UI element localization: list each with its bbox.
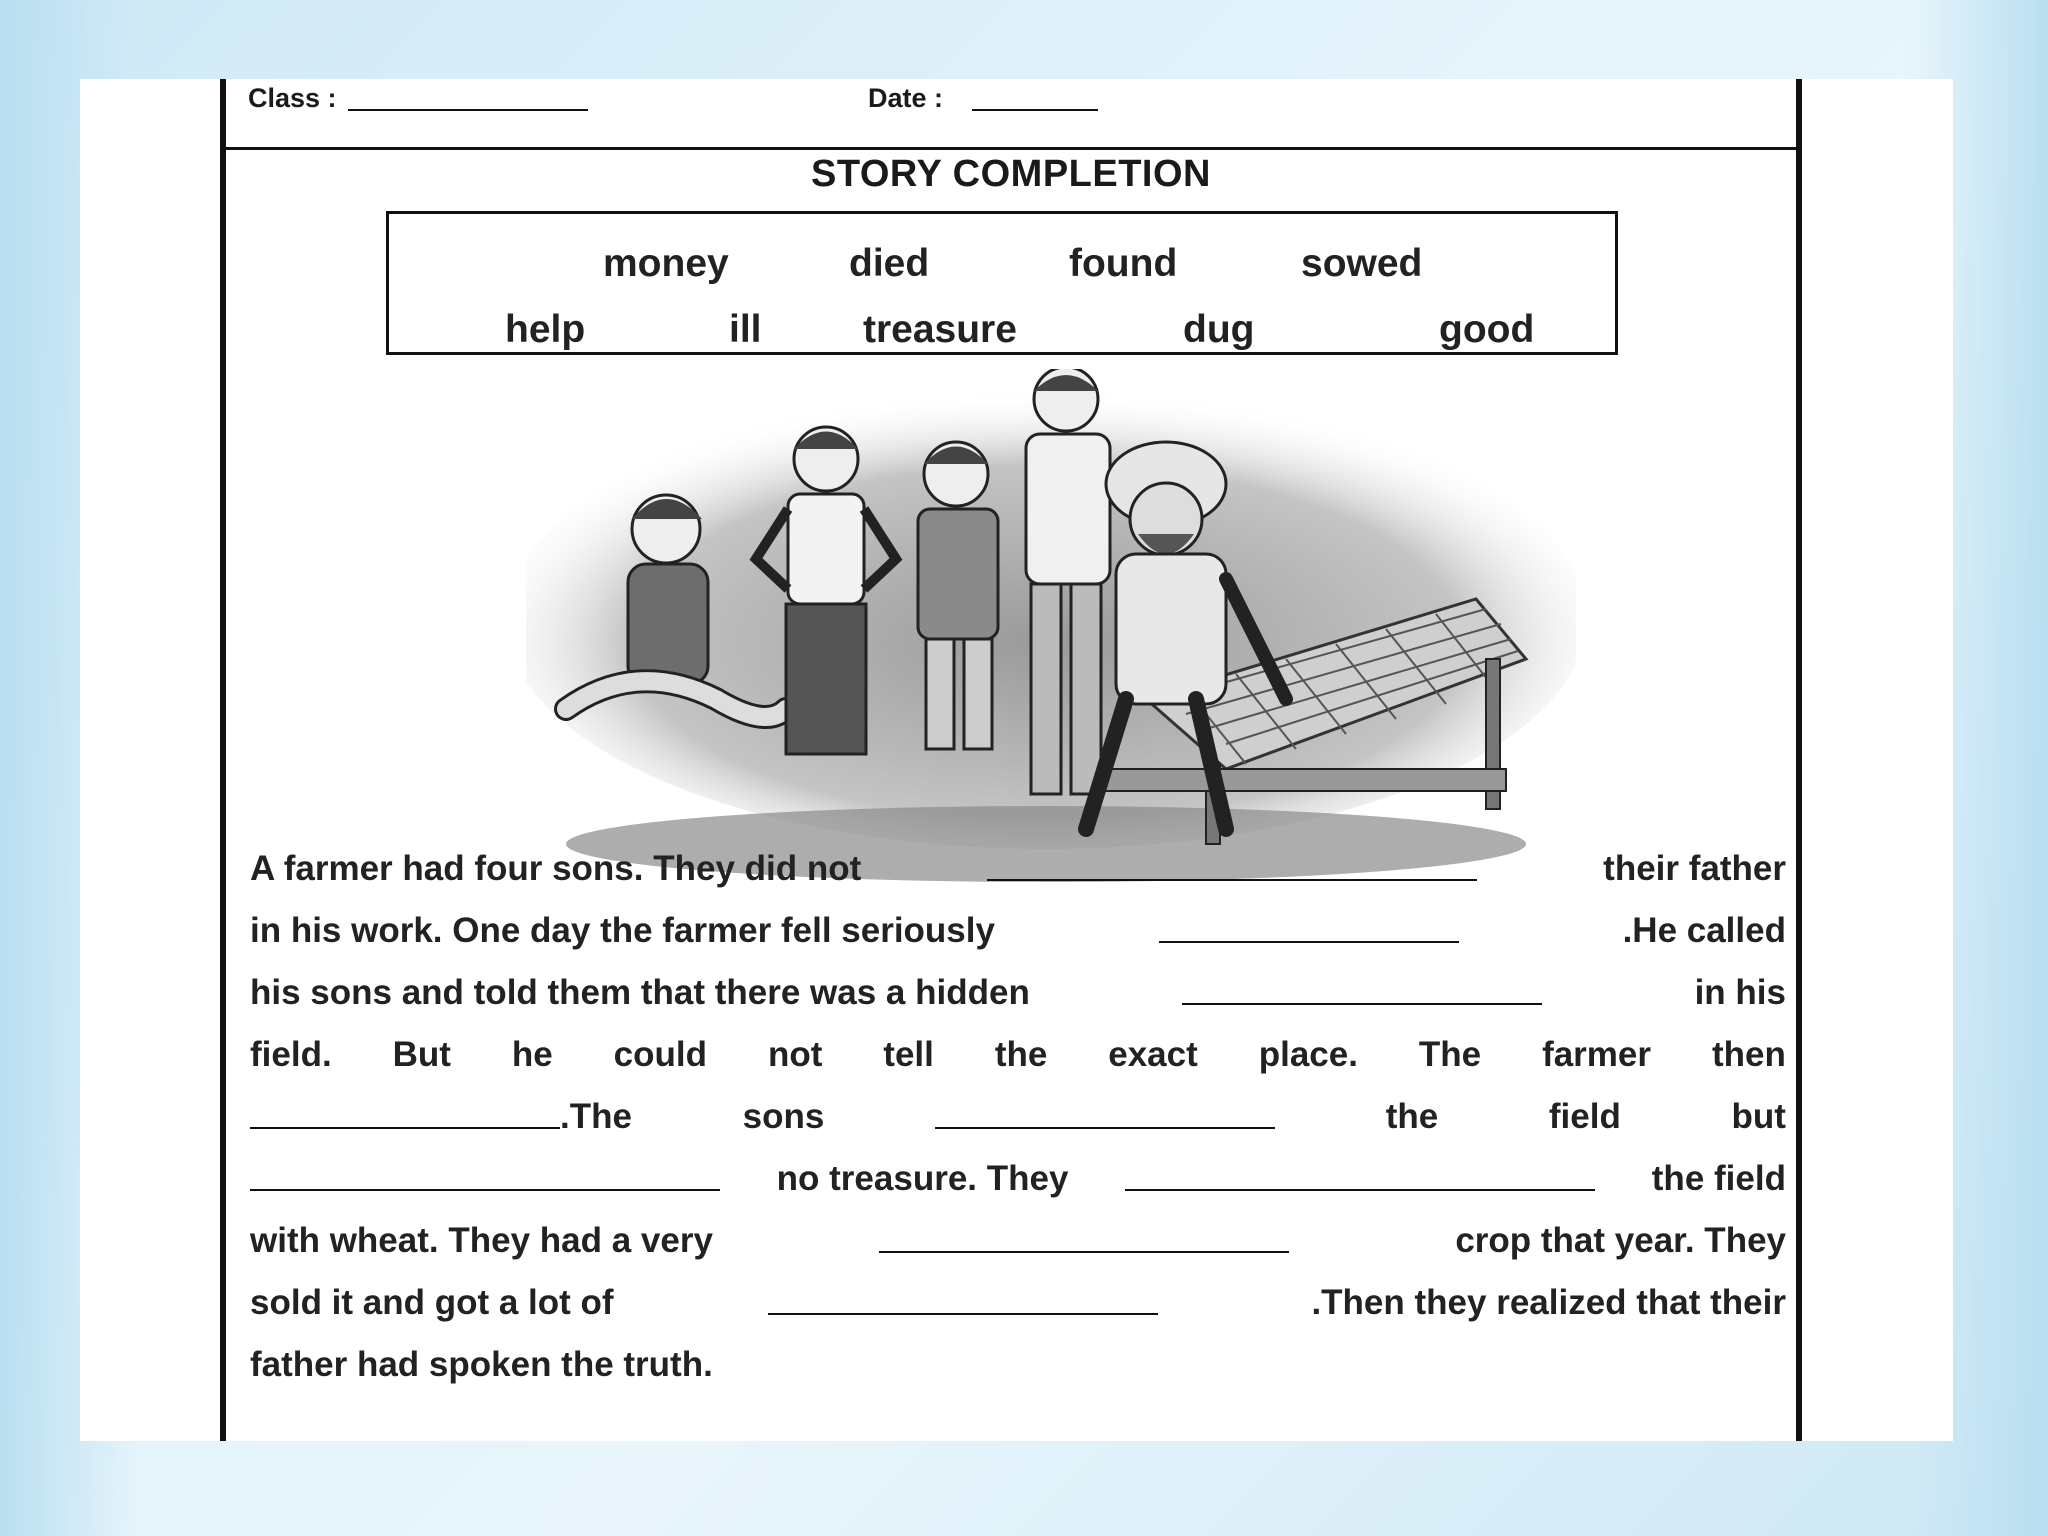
- date-label: Date :: [868, 83, 944, 113]
- word-bank-item: died: [849, 242, 930, 285]
- story-text: with wheat. They had a very: [250, 1221, 713, 1260]
- word-bank-item: treasure: [863, 308, 1017, 351]
- worksheet-header: [244, 79, 1784, 149]
- word-bank-item: dug: [1183, 308, 1255, 351]
- story-text: the: [994, 1035, 1048, 1074]
- word-bank-item: help: [505, 308, 586, 351]
- story-line: [250, 1015, 1786, 1075]
- story-line: [250, 829, 1786, 889]
- story-text: their father: [1603, 849, 1786, 888]
- story-text: exact: [1108, 1035, 1198, 1074]
- story-text: sons: [742, 1097, 825, 1136]
- story-text: .He called: [1622, 911, 1786, 950]
- answer-blank[interactable]: [935, 1127, 1275, 1129]
- answer-blank[interactable]: [879, 1251, 1289, 1253]
- story-text: but: [1731, 1097, 1786, 1136]
- story-text: the field: [1651, 1159, 1786, 1198]
- story-text: in his work. One day the farmer fell seriously: [250, 911, 995, 950]
- story-text: father had spoken the truth.: [250, 1345, 713, 1384]
- word-bank: [386, 211, 1618, 355]
- story-text: A farmer had four sons. They did not: [250, 849, 862, 888]
- answer-blank[interactable]: [250, 1189, 720, 1191]
- story-text: tell: [883, 1035, 934, 1074]
- word-bank-item: ill: [729, 308, 762, 351]
- worksheet: [220, 79, 1802, 1441]
- story-text: could: [613, 1035, 707, 1074]
- word-bank-item: money: [603, 242, 729, 285]
- story-text: then: [1711, 1035, 1786, 1074]
- story-line: [250, 891, 1786, 951]
- story-segment: [250, 1097, 632, 1137]
- story-text: sold it and got a lot of: [250, 1283, 614, 1322]
- story-text: no treasure. They: [776, 1159, 1069, 1198]
- story-text: crop that year. They: [1455, 1221, 1786, 1260]
- story-line: [250, 1263, 1786, 1323]
- story-line: [250, 1325, 1786, 1385]
- story-line: [250, 953, 1786, 1013]
- answer-blank[interactable]: [987, 879, 1477, 881]
- story-text: field: [1548, 1097, 1621, 1136]
- story-line: [250, 1077, 1786, 1137]
- story-text: But: [392, 1035, 451, 1074]
- story-text: .The: [560, 1097, 632, 1136]
- answer-blank[interactable]: [768, 1313, 1158, 1315]
- story-text: .Then they realized that their: [1311, 1283, 1786, 1322]
- word-bank-item: good: [1439, 308, 1535, 351]
- answer-blank[interactable]: [250, 1127, 560, 1129]
- story-text: not: [767, 1035, 823, 1074]
- story-text: his sons and told them that there was a hidden: [250, 973, 1030, 1012]
- story-text: field.: [250, 1035, 332, 1074]
- header-rule: [226, 147, 1796, 150]
- word-bank-item: sowed: [1301, 242, 1423, 285]
- slide-page: [80, 79, 1953, 1441]
- story-text: The: [1418, 1035, 1482, 1074]
- class-label: Class :: [248, 83, 337, 113]
- answer-blank[interactable]: [1125, 1189, 1595, 1191]
- story-text: the: [1385, 1097, 1439, 1136]
- answer-blank[interactable]: [1182, 1003, 1542, 1005]
- story-line: [250, 1139, 1786, 1199]
- story-line: [250, 1201, 1786, 1261]
- story-text: in his: [1694, 973, 1786, 1012]
- answer-blank[interactable]: [1159, 941, 1459, 943]
- farmer-and-sons-illustration: [526, 369, 1576, 889]
- date-blank: [972, 109, 1098, 111]
- story-text: farmer: [1542, 1035, 1652, 1074]
- word-bank-item: found: [1069, 242, 1178, 285]
- worksheet-title: STORY COMPLETION: [810, 153, 1211, 195]
- class-blank: [348, 109, 588, 111]
- story-text: he: [511, 1035, 553, 1074]
- story-text: place.: [1258, 1035, 1358, 1074]
